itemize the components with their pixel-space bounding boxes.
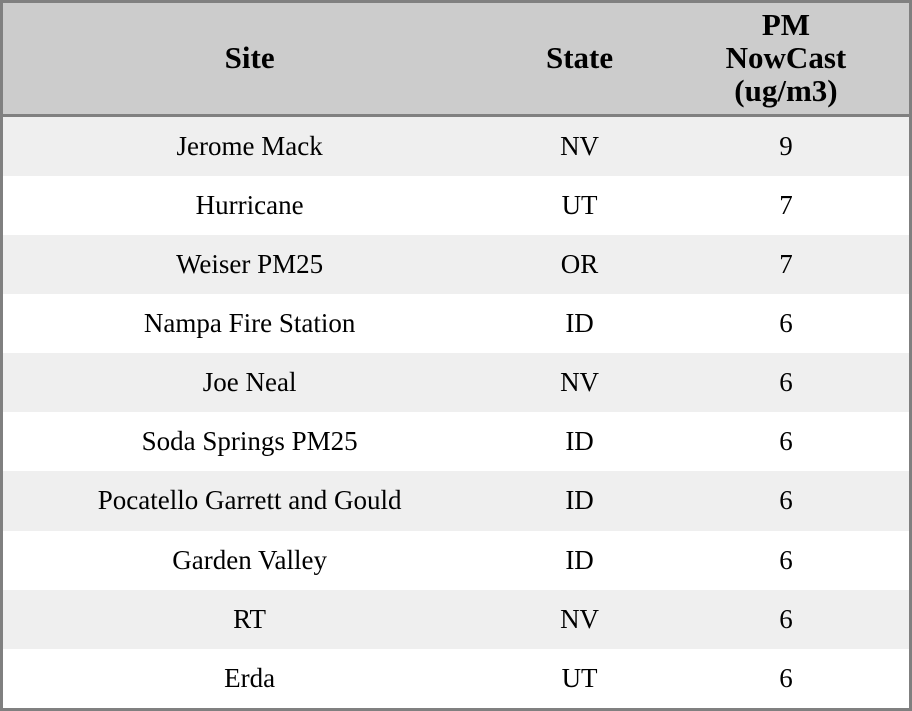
cell-site: Nampa Fire Station bbox=[3, 294, 496, 353]
cell-value: 6 bbox=[663, 531, 909, 590]
table-row bbox=[3, 115, 909, 176]
cell-state: ID bbox=[496, 294, 663, 353]
table-row bbox=[3, 353, 909, 412]
cell-value: 6 bbox=[663, 471, 909, 530]
cell-value: 9 bbox=[663, 115, 909, 176]
cell-site: Erda bbox=[3, 649, 496, 708]
table-row bbox=[3, 471, 909, 530]
column-header-pm-nowcast-line2: NowCast bbox=[725, 39, 847, 75]
cell-state: NV bbox=[496, 115, 663, 176]
cell-site: RT bbox=[3, 590, 496, 649]
cell-state: UT bbox=[496, 176, 663, 235]
cell-value: 7 bbox=[663, 235, 909, 294]
column-header-pm-nowcast bbox=[663, 3, 909, 115]
table-row bbox=[3, 412, 909, 471]
column-header-site-label: Site bbox=[224, 39, 275, 75]
air-quality-table bbox=[3, 3, 909, 708]
cell-state: OR bbox=[496, 235, 663, 294]
cell-state: NV bbox=[496, 353, 663, 412]
cell-value: 6 bbox=[663, 353, 909, 412]
cell-state: UT bbox=[496, 649, 663, 708]
table-header-row bbox=[3, 3, 909, 115]
table-body bbox=[3, 115, 909, 708]
cell-state: NV bbox=[496, 590, 663, 649]
table-row bbox=[3, 590, 909, 649]
cell-value: 6 bbox=[663, 590, 909, 649]
cell-site: Jerome Mack bbox=[3, 115, 496, 176]
table-row bbox=[3, 649, 909, 708]
column-header-pm-nowcast-line3: (ug/m3) bbox=[734, 72, 838, 108]
table-row bbox=[3, 235, 909, 294]
column-header-state-label: State bbox=[545, 39, 614, 75]
cell-value: 6 bbox=[663, 294, 909, 353]
table-header bbox=[3, 3, 909, 115]
table-row bbox=[3, 294, 909, 353]
table-row bbox=[3, 176, 909, 235]
cell-site: Soda Springs PM25 bbox=[3, 412, 496, 471]
column-header-pm-nowcast-line1: PM bbox=[761, 7, 811, 42]
cell-state: ID bbox=[496, 471, 663, 530]
cell-site: Weiser PM25 bbox=[3, 235, 496, 294]
cell-site: Hurricane bbox=[3, 176, 496, 235]
cell-value: 6 bbox=[663, 649, 909, 708]
column-header-site bbox=[3, 3, 496, 115]
cell-state: ID bbox=[496, 412, 663, 471]
cell-site: Garden Valley bbox=[3, 531, 496, 590]
cell-site: Joe Neal bbox=[3, 353, 496, 412]
cell-site: Pocatello Garrett and Gould bbox=[3, 471, 496, 530]
cell-value: 7 bbox=[663, 176, 909, 235]
cell-state: ID bbox=[496, 531, 663, 590]
column-header-state bbox=[496, 3, 663, 115]
table-row bbox=[3, 531, 909, 590]
cell-value: 6 bbox=[663, 412, 909, 471]
